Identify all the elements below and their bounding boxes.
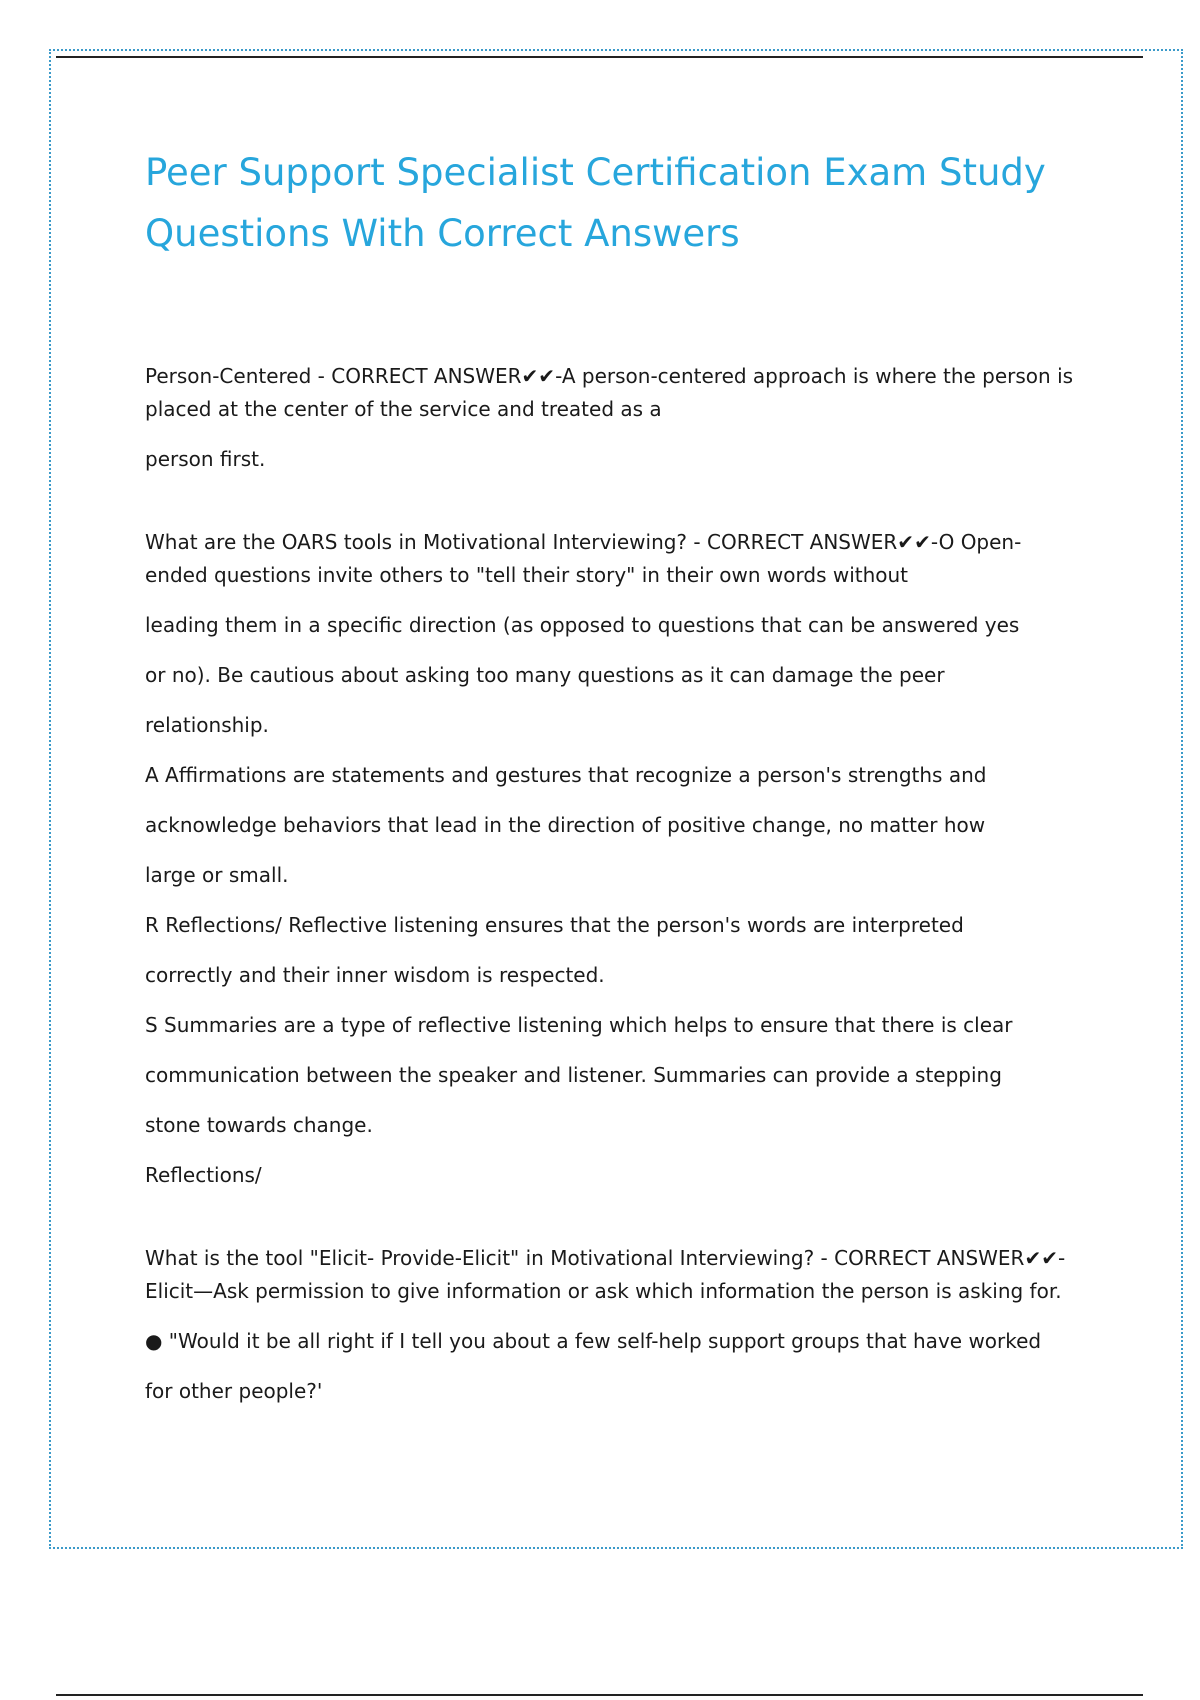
document-title (145, 142, 1095, 264)
text-line: S Summaries are a type of reflective listening which helps to ensure that there is clear (145, 1013, 1013, 1037)
bullet-item: ● "Would it be all right if I tell you about a few self-help support groups that have worked (145, 1329, 1042, 1353)
text-line: for other people?' (145, 1379, 323, 1403)
text-line: A Affirmations are statements and gestures that recognize a person's strengths and (145, 763, 987, 787)
text-line: large or small. (145, 863, 289, 887)
text-line: placed at the center of the service and treated as a (145, 397, 662, 421)
document-body (145, 360, 1085, 1408)
text-line: R Reflections/ Reflective listening ensures that the person's words are interpreted (145, 913, 964, 937)
text-line: Person-Centered - CORRECT ANSWER✔✔-A person-centered approach is where the person is (145, 364, 1074, 388)
text-line: stone towards change. (145, 1113, 373, 1137)
text-line: or no). Be cautious about asking too many questions as it can damage the peer (145, 663, 945, 687)
text-line: What is the tool "Elicit- Provide-Elicit" in Motivational Interviewing? - CORRECT ANSWER✔✔- (145, 1246, 1066, 1270)
text-line: leading them in a specific direction (as opposed to questions that can be answered yes (145, 613, 1020, 637)
qa-oars-tools (145, 526, 1085, 1192)
header-rule (56, 56, 1143, 58)
text-line: relationship. (145, 713, 269, 737)
text-line: correctly and their inner wisdom is respected. (145, 963, 605, 987)
text-line: ended questions invite others to "tell their story" in their own words without (145, 563, 909, 587)
qa-elicit-provide-elicit (145, 1242, 1085, 1408)
footer-rule (56, 1694, 1143, 1696)
text-line: person first. (145, 447, 266, 471)
text-line: Reflections/ (145, 1163, 262, 1187)
title-line-1: Peer Support Specialist Certification Exam Study (145, 151, 1046, 194)
text-line: What are the OARS tools in Motivational Interviewing? - CORRECT ANSWER✔✔-O Open- (145, 530, 1022, 554)
qa-person-centered (145, 360, 1085, 476)
title-line-2: Questions With Correct Answers (145, 212, 740, 255)
text-line: acknowledge behaviors that lead in the direction of positive change, no matter how (145, 813, 986, 837)
text-line: communication between the speaker and listener. Summaries can provide a stepping (145, 1063, 1002, 1087)
text-line: Elicit—Ask permission to give information or ask which information the person is asking for. (145, 1279, 1062, 1303)
